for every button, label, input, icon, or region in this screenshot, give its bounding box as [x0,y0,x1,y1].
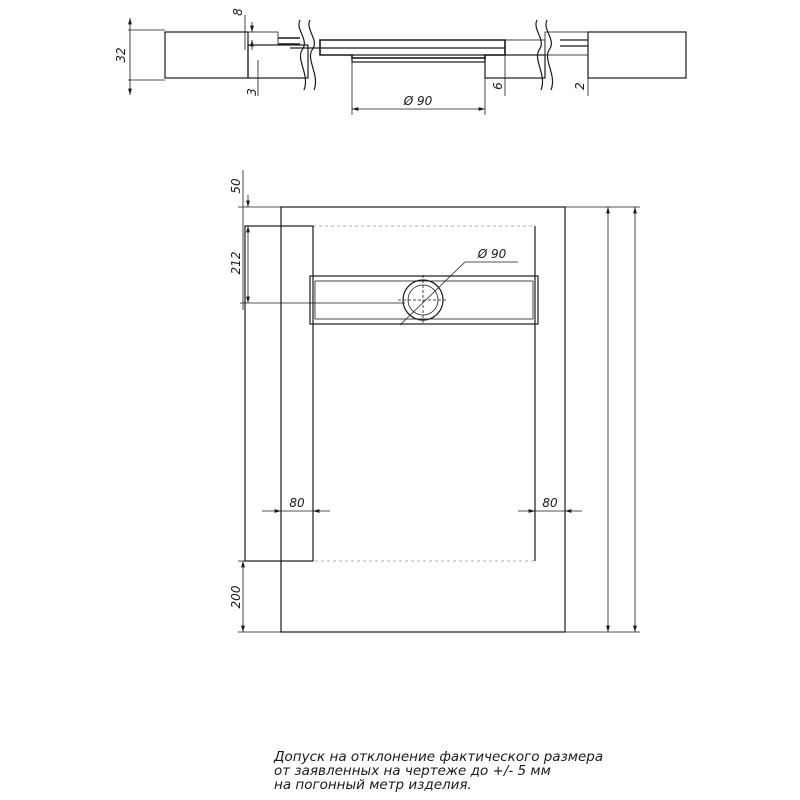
hatched-floor-left [165,32,248,78]
hatched-floor-mid-left [248,45,308,78]
break-line-left [299,20,306,90]
dim-right-b: 2 [573,82,587,90]
dim-bottom-offset: 200 [229,585,243,609]
dim-total-height: 32 [114,47,128,63]
tray-outline [281,207,565,632]
drain-channel [352,58,485,62]
note-line-2: от заявленных на чертеже до +/- 5 мм [274,763,551,779]
dim-drain-offset: 212 [229,251,243,275]
dim-right-a: 6 [491,82,505,90]
dim-left-margin: 80 [289,496,305,510]
hatched-floor-left-inner [248,32,278,45]
section-view [114,8,686,115]
note-line-1: Допуск на отклонение фактического размера [274,749,604,765]
dim-drain-diameter-plan: Ø 90 [477,247,507,261]
tolerance-note [274,750,694,792]
dim-top-offset: 50 [229,178,243,194]
dim-drain-diameter-section: Ø 90 [403,94,433,108]
dim-top-gap: 8 [231,8,245,16]
hatched-floor-mid-right [485,55,545,78]
plan-view [229,170,640,632]
hatched-floor-right [588,32,686,78]
note-line-3: на погонный метр изделия. [274,777,472,793]
dim-right-margin: 80 [542,496,558,510]
hatched-floor-between [505,40,545,55]
dim-bottom-gap: 3 [245,88,259,96]
